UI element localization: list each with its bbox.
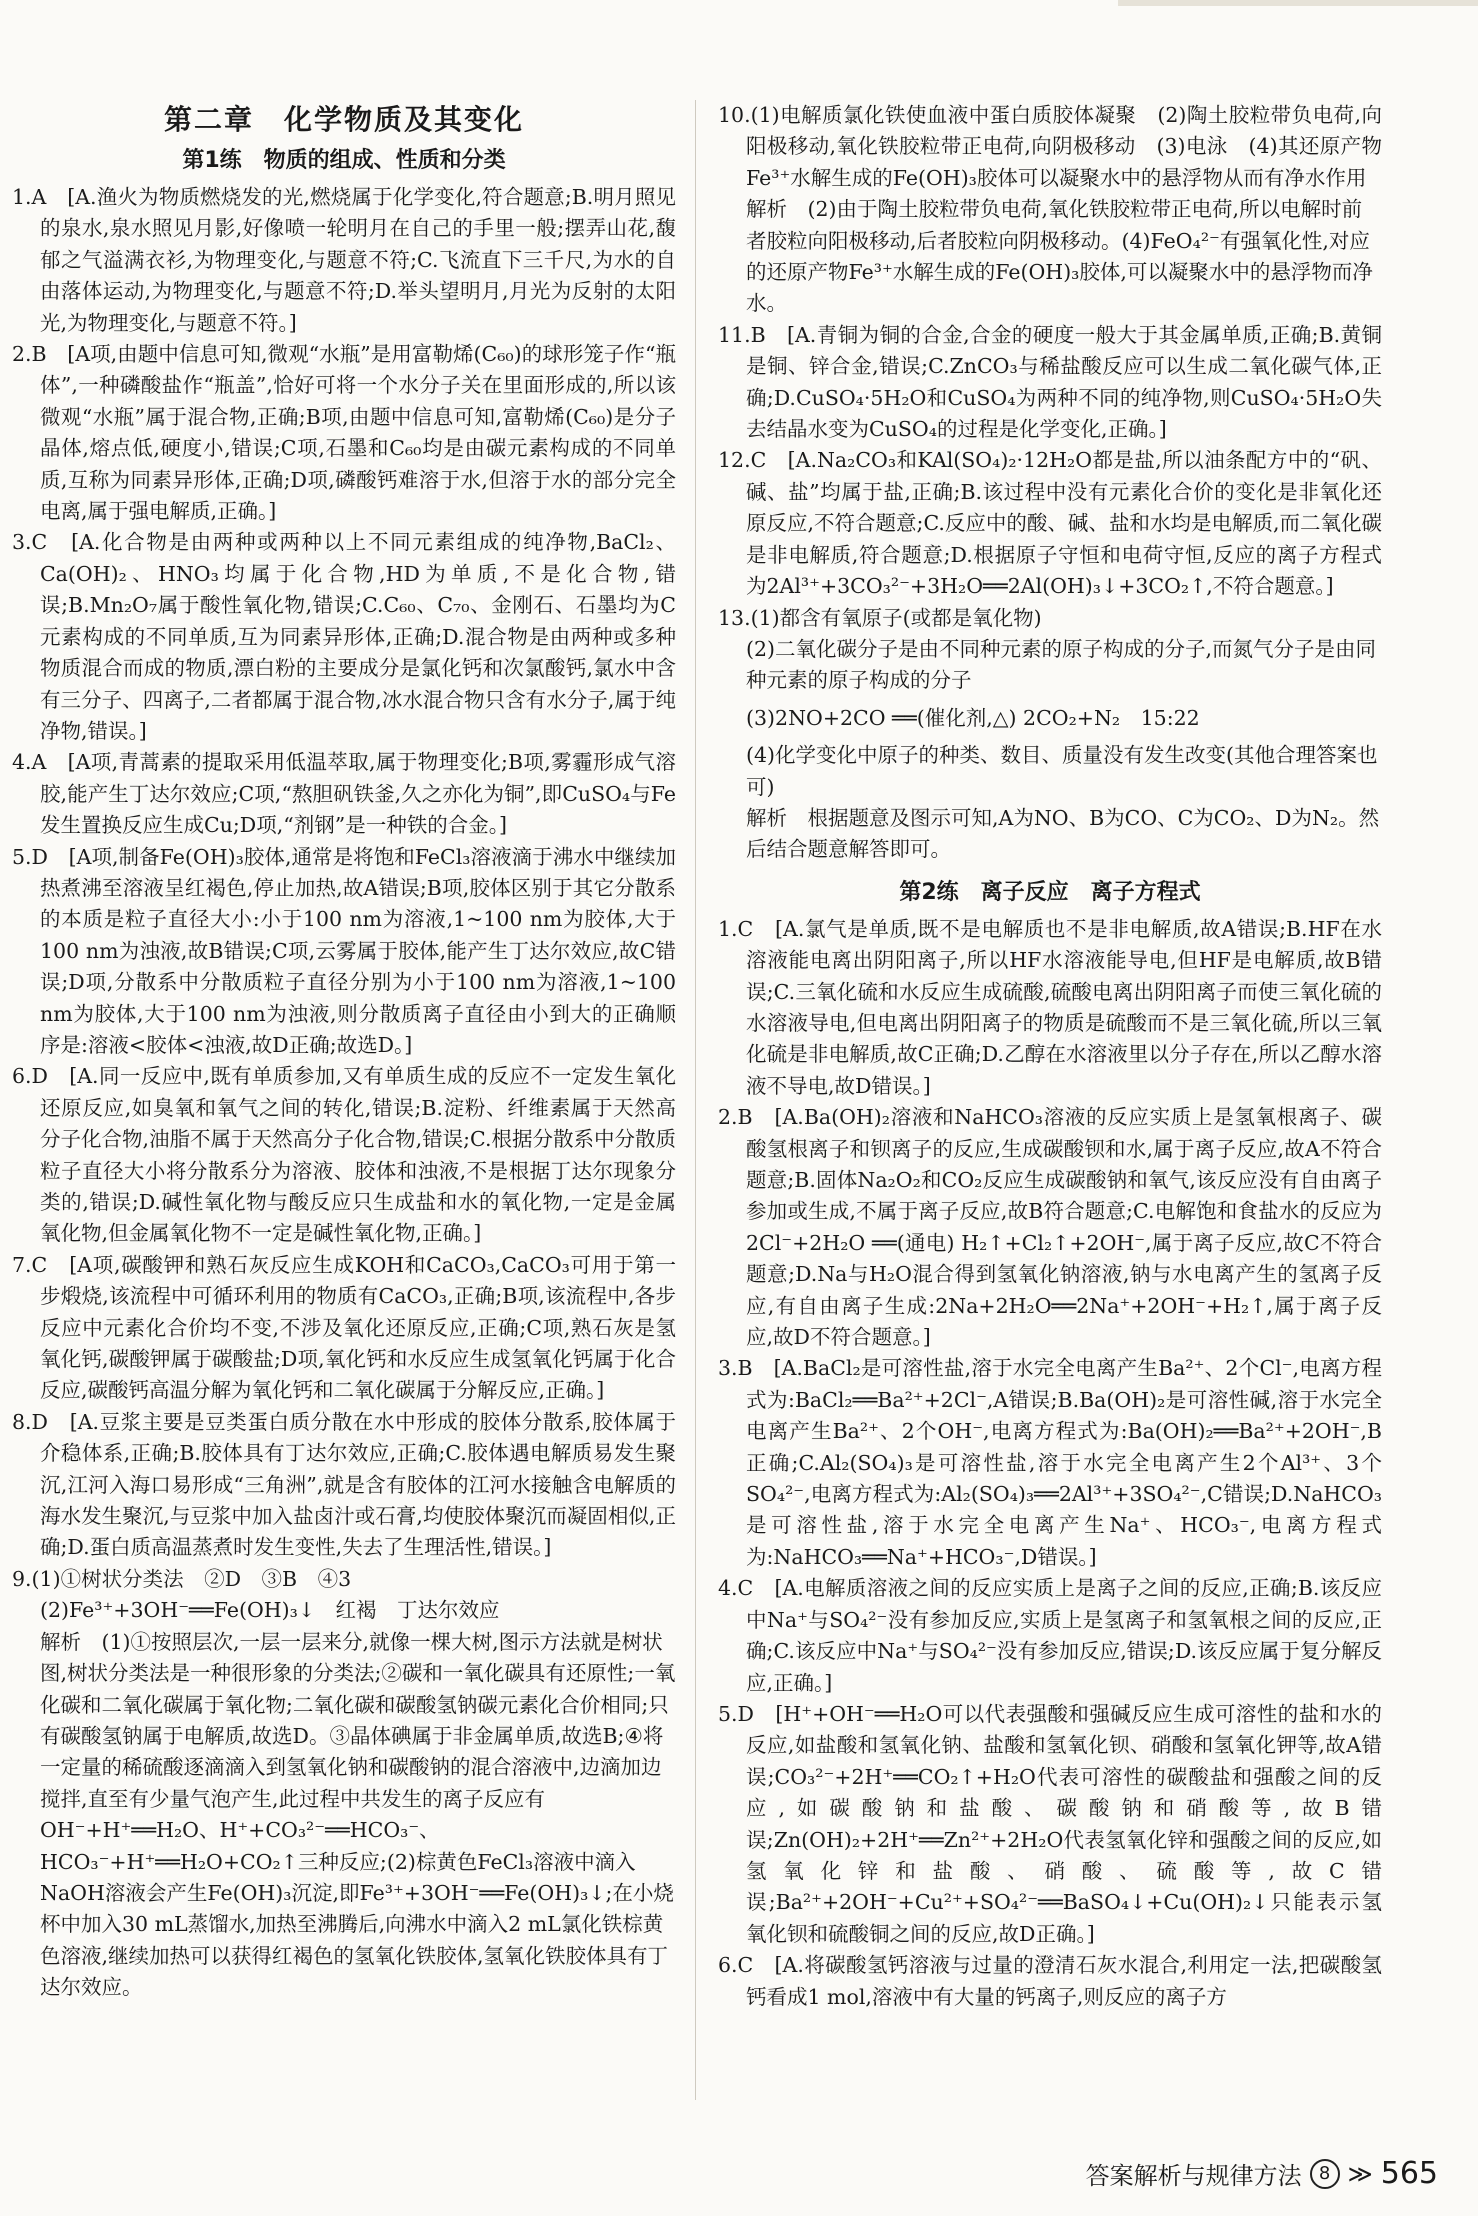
page-footer (1086, 2156, 1438, 2191)
right-column (718, 100, 1382, 2013)
answer-item: 4.A [A项,青蒿素的提取采用低温萃取,属于物理变化;B项,雾霾形成气溶胶,能产生丁达尔效应;C项,“熬胆矾铁釜,久之亦化为铜”,即CuSO₄与Fe发生置换反应生成Cu;D项,“剂钢”是一种铁的合金。] (12, 750, 676, 838)
answer-item: 8.D [A.豆浆主要是豆类蛋白质分散在水中形成的胶体分散系,胶体属于介稳体系,正确;B.胶体具有丁达尔效应,正确;C.胶体遇电解质易发生聚沉,江河入海口易形成“三角洲”,就是含有胶体的江河水接触含电解质的海水发生聚沉,与豆浆中加入盐卤汁或石膏,均使胶体聚沉而凝固相似,正确;D.蛋白质高温蒸煮时发生变性,失去了生理活性,错误。] (12, 1409, 676, 1560)
answer-item: 5.D [A项,制备Fe(OH)₃胶体,通常是将饱和FeCl₃溶液滴于沸水中继续加热煮沸至溶液呈红褐色,停止加热,故A错误;B项,胶体区别于其它分散系的本质是粒子直径大小:小于100 nm为溶液,1~100 nm为胶体,大于100 nm为浊液,故B错误;C项,云雾属于胶体,能产生丁达尔效应,故C错误;D项,分散系中分散质粒子直径分别为小于100 nm为溶液,1~100 nm为胶体,大于100 nm为浊液,则分散质离子直径由小到大的正确顺序是:溶液<胶体<浊液,故D正确;故选D。] (12, 844, 676, 1057)
footer-arrows: ≫ (1347, 2159, 1373, 2188)
analysis-text: 解析 (1)①按照层次,一层一层来分,就像一棵大树,图示方法就是树状图,树状分类法是一种很形象的分类法;②碳和一氧化碳具有还原性;一氧化碳和二氧化碳属于氧化物;二氧化碳和碳酸氢钠碳元素化合价相同;只有碳酸氢钠属于电解质,故选D。③晶体碘属于非金属单质,故选B;④将一定量的稀硫酸逐滴滴入到氢氧化钠和碳酸钠的混合溶液中,边滴加边搅拌,直至有少量气泡产生,此过程中共发生的离子反应有OH⁻+H⁺══H₂O、H⁺+CO₃²⁻══HCO₃⁻、HCO₃⁻+H⁺══H₂O+CO₂↑三种反应;(2)棕黄色FeCl₃溶液中滴入NaOH溶液会产生Fe(OH)₃沉淀,即Fe³⁺+3OH⁻══Fe(OH)₃↓;在小烧杯中加入30 mL蒸馏水,加热至沸腾后,向沸水中滴入2 mL氯化铁棕黄色溶液,继续加热可以获得红褐色的氢氧化铁胶体,氢氧化铁胶体具有丁达尔效应。 (40, 1629, 676, 2000)
answer-subline: (2)二氧化碳分子是由不同种元素的原子构成的分子,而氮气分子是由同种元素的原子构成的分子 (746, 636, 1377, 693)
answer-subline: (2)Fe³⁺+3OH⁻══Fe(OH)₃↓ 红褐 丁达尔效应 (40, 1598, 500, 1623)
answer-item: 6.D [A.同一反应中,既有单质参加,又有单质生成的反应不一定发生氧化还原反应,如臭氧和氧气之间的转化,错误;B.淀粉、纤维素属于天然高分子化合物,油脂不属于天然高分子化合物,错误;C.根据分散系中分散质粒子直径大小将分散系分为溶液、胶体和浊液,不是根据丁达尔现象分类的,错误;D.碱性氧化物与酸反应只生成盐和水的氧化物,一定是金属氧化物,但金属氧化物不一定是碱性氧化物,正确。] (12, 1064, 676, 1246)
answer-item: 9.(1)①树状分类法 ②D ③B ④3 (12, 1566, 352, 1591)
section-title-2: 第2练 离子反应 离子方程式 (899, 879, 1201, 905)
answer-item: 6.C [A.将碳酸氢钙溶液与过量的澄清石灰水混合,利用定一法,把碳酸氢钙看成1 mol,溶液中有大量的钙离子,则反应的离子方 (718, 1953, 1382, 2009)
answer-subline: (4)化学变化中原子的种类、数目、质量没有发生改变(其他合理答案也可) (746, 743, 1378, 799)
analysis-text: 解析 根据题意及图示可知,A为NO、B为CO、C为CO₂、D为N₂。然后结合题意解答即可。 (746, 805, 1380, 862)
answer-item: 2.B [A项,由题中信息可知,微观“水瓶”是用富勒烯(C₆₀)的球形笼子作“瓶体”,一种磷酸盐作“瓶盖”,恰好可将一个水分子关在里面形成的,所以该微观“水瓶”属于混合物,正确;B项,由题中信息可知,富勒烯(C₆₀)是分子晶体,熔点低,硬度小,错误;C项,石墨和C₆₀均是由碳元素构成的不同单质,互称为同素异形体,正确;D项,磷酸钙难溶于水,但溶于水的部分完全电离,属于强电解质,正确。] (12, 342, 676, 524)
answer-item: 11.B [A.青铜为铜的合金,合金的硬度一般大于其金属单质,正确;B.黄铜是铜、锌合金,错误;C.ZnCO₃与稀盐酸反应可以生成二氧化碳气体,正确;D.CuSO₄·5H₂O和CuSO₄为两种不同的纯净物,则CuSO₄·5H₂O失去结晶水变为CuSO₄的过程是化学变化,正确。] (718, 322, 1382, 442)
answer-item: 4.C [A.电解质溶液之间的反应实质上是离子之间的反应,正确;B.该反应中Na⁺与SO₄²⁻没有参加反应,实质上是氢离子和氢氧根之间的反应,正确;C.该反应中Na⁺与SO₄²⁻没有参加反应,错误;D.该反应属于复分解反应,正确。] (718, 1576, 1382, 1695)
answer-item: 12.C [A.Na₂CO₃和KAl(SO₄)₂·12H₂O都是盐,所以油条配方中的“矾、碱、盐”均属于盐,正确;B.该过程中没有元素化合价的变化是非氧化还原反应,不符合题意;C.反应中的酸、碱、盐和水均是电解质,而二氧化碳是非电解质,符合题意;D.根据原子守恒和电荷守恒,反应的离子方程式为2Al³⁺+3CO₃²⁻+3H₂O══2Al(OH)₃↓+3CO₂↑,不符合题意。] (718, 448, 1382, 599)
answer-item: 2.B [A.Ba(OH)₂溶液和NaHCO₃溶液的反应实质上是氢氧根离子、碳酸氢根离子和钡离子的反应,生成碳酸钡和水,属于离子反应,故A不符合题意;B.固体Na₂O₂和CO₂反应生成碳酸钠和氧气,该反应没有自由离子参加或生成,不属于离子反应,故B符合题意;C.电解饱和食盐水的反应为2Cl⁻+2H₂O ══(通电) H₂↑+Cl₂↑+2OH⁻,属于离子反应,故C不符合题意;D.Na与H₂O混合得到氢氧化钠溶液,钠与水电离产生的氢离子反应,有自由离子生成:2Na+2H₂O══2Na⁺+2OH⁻+H₂↑,属于离子反应,故D不符合题意。] (718, 1105, 1382, 1350)
chapter-title: 第二章 化学物质及其变化 (163, 103, 524, 136)
answer-item: 10.(1)电解质氯化铁使血液中蛋白质胶体凝聚 (2)陶土胶粒带负电荷,向阳极移动,氧化铁胶粒带正电荷,向阴极移动 (3)电泳 (4)其还原产物Fe³⁺水解生成的Fe(OH)₃胶体可以凝聚水中的悬浮物从而有净水作用 (718, 103, 1382, 190)
column-divider (695, 100, 696, 2100)
footer-text: 答案解析与规律方法 (1085, 2162, 1302, 2190)
footer-circle-number: 8 (1310, 2159, 1340, 2189)
answer-item: 1.A [A.渔火为物质燃烧发的光,燃烧属于化学变化,符合题意;B.明月照见的泉水,泉水照见月影,好像喷一轮明月在自己的手里一般;摆弄山花,馥郁之气溢满衣衫,为物理变化,与题意不符;C.飞流直下三千尺,为水的自由落体运动,为物理变化,与题意不符;D.举头望明月,月光为反射的太阳光,为物理变化,与题意不符。] (12, 185, 676, 335)
left-column (12, 100, 676, 2004)
answer-item: 3.B [A.BaCl₂是可溶性盐,溶于水完全电离产生Ba²⁺、2个Cl⁻,电离方程式为:BaCl₂══Ba²⁺+2Cl⁻,A错误;B.Ba(OH)₂是可溶性碱,溶于水完全电离产生Ba²⁺、2个OH⁻,电离方程式为:Ba(OH)₂══Ba²⁺+2OH⁻,B正确;C.Al₂(SO₄)₃是可溶性盐,溶于水完全电离产生2个Al³⁺、3个SO₄²⁻,电离方程式为:Al₂(SO₄)₃══2Al³⁺+3SO₄²⁻,C错误;D.NaHCO₃是可溶性盐,溶于水完全电离产生Na⁺、HCO₃⁻,电离方程式为:NaHCO₃══Na⁺+HCO₃⁻,D错误。] (718, 1356, 1382, 1569)
answer-item: 7.C [A项,碳酸钾和熟石灰反应生成KOH和CaCO₃,CaCO₃可用于第一步煅烧,该流程中可循环利用的物质有CaCO₃,正确;B项,该流程中,各步反应中元素化合价均不变,不涉及氧化还原反应,正确;C项,熟石灰是氢氧化钙,碳酸钾属于碳酸盐;D项,氧化钙和水反应生成氢氧化钙属于化合反应,碳酸钙高温分解为氧化钙和二氧化碳属于分解反应,正确。] (12, 1252, 676, 1403)
page-number: 565 (1380, 2156, 1438, 2191)
analysis-text: 解析 (2)由于陶土胶粒带负电荷,氧化铁胶粒带正电荷,所以电解时前者胶粒向阳极移动,后者胶粒向阴极移动。(4)FeO₄²⁻有强氧化性,对应的还原产物Fe³⁺水解生成的Fe(OH)₃胶体,可以凝聚水中的悬浮物而净水。 (746, 197, 1373, 316)
top-decoration (1118, 0, 1478, 6)
section-title-1: 第1练 物质的组成、性质和分类 (182, 148, 506, 173)
formula-line: (3)2NO+2CO ══(催化剂,△) 2CO₂+N₂ 15:22 (746, 705, 1200, 730)
answer-item: 13.(1)都含有氧原子(或都是氧化物) (718, 605, 1042, 630)
answer-item: 3.C [A.化合物是由两种或两种以上不同元素组成的纯净物,BaCl₂、Ca(OH)₂、HNO₃均属于化合物,HD为单质,不是化合物,错误;B.Mn₂O₇属于酸性氧化物,错误;C.C₆₀、C₇₀、金刚石、石墨均为C元素构成的不同单质,互为同素异形体,正确;D.混合物是由两种或多种物质混合而成的物质,漂白粉的主要成分是氯化钙和次氯酸钙,氯水中含有三分子、四离子,二者都属于混合物,冰水混合物只含有水分子,属于纯净物,错误。] (12, 530, 676, 743)
answer-item: 1.C [A.氯气是单质,既不是电解质也不是非电解质,故A错误;B.HF在水溶液能电离出阴阳离子,所以HF水溶液能导电,但HF是电解质,故B错误;C.三氧化硫和水反应生成硫酸,硫酸电离出阴阳离子而使三氧化硫的水溶液导电,但电离出阴阳离子的物质是硫酸而不是三氧化硫,所以三氧化硫是非电解质,故C正确;D.乙醇在水溶液里以分子存在,所以乙醇水溶液不导电,故D错误。] (718, 916, 1382, 1098)
answer-item: 5.D [H⁺+OH⁻══H₂O可以代表强酸和强碱反应生成可溶性的盐和水的反应,如盐酸和氢氧化钠、盐酸和氢氧化钡、硝酸和氢氧化钾等,故A错误;CO₃²⁻+2H⁺══CO₂↑+H₂O代表可溶性的碳酸盐和强酸之间的反应,如碳酸钠和盐酸、碳酸钠和硝酸等,故B错误;Zn(OH)₂+2H⁺══Zn²⁺+2H₂O代表氢氧化锌和强酸之间的反应,如氢氧化锌和盐酸、硝酸、硫酸等,故C错误;Ba²⁺+2OH⁻+Cu²⁺+SO₄²⁻══BaSO₄↓+Cu(OH)₂↓只能表示氢氧化钡和硫酸铜之间的反应,故D正确。] (718, 1701, 1382, 1946)
